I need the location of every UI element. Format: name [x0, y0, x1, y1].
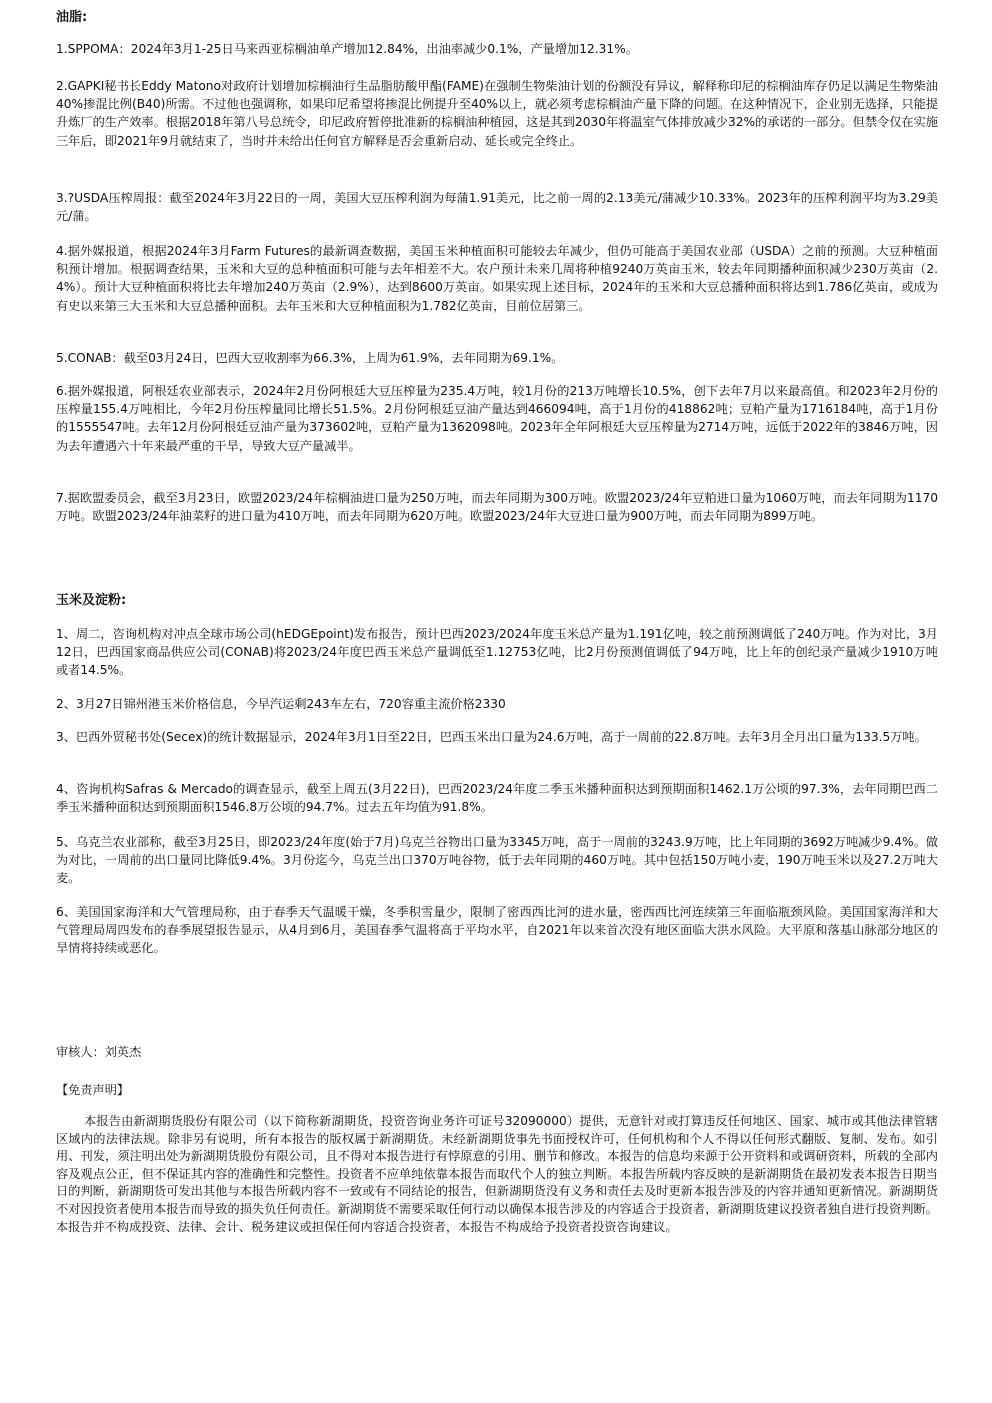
- corn-item-4: 4、咨询机构Safras & Mercado的调查显示，截至上周五(3月22日)，巴西2023/24年度二季玉米播种面积达到预期面积1462.1万公顷的97.3%，去年同期巴西二季玉米播种面积达到预期面积1546.8万公顷的94.7%。过去五年均值为91.8%。: [56, 782, 938, 815]
- oils-section-title: 油脂:: [56, 10, 88, 25]
- oils-item-6: 6.据外媒报道，阿根廷农业部表示，2024年2月份阿根廷大豆压榨量为235.4万吨，较1月份的213万吨增长10.5%，创下去年7月以来最高值。和2023年2月份的压榨量155.4万吨相比，今年2月份压榨量同比增长51.5%。2月份阿根廷豆油产量达到466094吨，高于1月份的418862吨；豆粕产量为1716184吨，高于1月份的1555547吨。去年12月份阿根廷豆油产量为373602吨，豆粕产量为1362098吨。2023年全年阿根廷大豆压榨量为2714万吨，远低于2022年的3846万吨，因为去年遭遇六十年来最严重的干旱，导致大豆产量减半。: [56, 384, 938, 453]
- oils-item-1: 1.SPPOMA：2024年3月1-25日马来西亚棕榈油单产增加12.84%，出油率减少0.1%，产量增加12.31%。: [56, 42, 638, 56]
- corn-item-5: 5、乌克兰农业部称，截至3月25日，即2023/24年度(始于7月)乌克兰谷物出口量为3345万吨，高于一周前的3243.9万吨，比上年同期的3692万吨减少9.4%。做为对比，一周前的出口量同比降低9.4%。3月份迄今，乌克兰出口370万吨谷物，低于去年同期的460万吨。其中包括150万吨小麦，190万吨玉米以及27.2万吨大麦。: [56, 835, 938, 886]
- oils-item-3: 3.?USDA压榨周报：截至2024年3月22日的一周，美国大豆压榨利润为每蒲1.91美元，比之前一周的2.13美元/蒲减少10.33%。2023年的压榨利润平均为3.29美元/蒲。: [56, 191, 938, 224]
- corn-item-3: 3、巴西外贸秘书处(Secex)的统计数据显示，2024年3月1日至22日，巴西玉米出口量为24.6万吨，高于一周前的22.8万吨。去年3月全月出口量为133.5万吨。: [56, 730, 927, 744]
- disclaimer-title: 【免责声明】: [56, 1083, 130, 1097]
- oils-item-5: 5.CONAB：截至03月24日，巴西大豆收割率为66.3%，上周为61.9%，去年同期为69.1%。: [56, 351, 564, 365]
- corn-item-6: 6、美国国家海洋和大气管理局称，由于春季天气温暖干燥，冬季积雪量少，限制了密西西比河的进水量，密西西比河连续第三年面临瓶颈风险。美国国家海洋和大气管理局周四发布的春季展望报告显示，从4月到6月，美国春季气温将高于平均水平，自2021年以来首次没有地区面临大洪水风险。大平原和落基山脉部分地区的旱情将持续或恶化。: [56, 905, 938, 956]
- oils-item-7: 7.据欧盟委员会，截至3月23日，欧盟2023/24年棕榈油进口量为250万吨，而去年同期为300万吨。欧盟2023/24年豆粕进口量为1060万吨，而去年同期为1170万吨。欧盟2023/24年油菜籽的进口量为410万吨，而去年同期为620万吨。欧盟2023/24年大豆进口量为900万吨，而去年同期为899万吨。: [56, 491, 938, 524]
- oils-item-4: 4.据外媒报道，根据2024年3月Farm Futures的最新调查数据，美国玉米种植面积可能较去年减少，但仍可能高于美国农业部（USDA）之前的预测。大豆种植面积预计增加。根据调查结果，玉米和大豆的总种植面积可能与去年相差不大。农户预计未来几周将种植9240万英亩玉米，较去年同期播种面积减少230万英亩（2.4%）。预计大豆种植面积将比去年增加240万英亩（2.9%），达到8600万英亩。如果实现上述目标，2024年的玉米和大豆总播种面积将达到1.786亿英亩，或成为有史以来第三大玉米和大豆总播种面积。去年玉米和大豆种植面积为1.782亿英亩，目前位居第三。: [56, 244, 938, 313]
- oils-item-2: 2.GAPKI秘书长Eddy Matono对政府计划增加棕榈油行生品脂肪酸甲酯(FAME)在强制生物柴油计划的份额没有异议，解释称印尼的棕榈油库存仍足以满足生物柴油40%掺混比例(B40)所需。不过他也强调称，如果印尼希望将掺混比例提升至40%以上，就必须考虑棕榈油产量下降的问题。在这种情况下，企业别无选择，只能提升炼厂的生产效率。根据2018年第八号总统令，印尼政府暂停批准新的棕榈油种植园，这是其到2030年将温室气体排放减少32%的承诺的一部分。但禁令仅在实施三年后，即2021年9月就结束了，当时并未给出任何官方解释是否会重新启动、延长或完全终止。: [56, 79, 938, 148]
- reviewer-line: 审核人：刘英杰: [56, 1045, 142, 1059]
- corn-item-2: 2、3月27日锦州港玉米价格信息，今早汽运剩243车左右，720容重主流价格2330: [56, 697, 506, 711]
- corn-section-title: 玉米及淀粉:: [56, 593, 127, 608]
- disclaimer-body: 本报告由新湖期货股份有限公司（以下简称新湖期货，投资咨询业务许可证号32090000）提供，无意针对或打算违反任何地区、国家、城市或其他法律管辖区域内的法律法规。除非另有说明，所有本报告的版权属于新湖期货。未经新湖期货事先书面授权许可，任何机构和个人不得以任何形式翻版、复制、发布。如引用、刊发，须注明出处为新湖期货股份有限公司，且不得对本报告进行有悖原意的引用、删节和修改。本报告的信息均来源于公开资料和或调研资料，所载的全部内容及观点公正，但不保证其内容的准确性和完整性。投资者不应单纯依靠本报告而取代个人的独立判断。本报告所载内容反映的是新湖期货在最初发表本报告日期当日的判断，新湖期货可发出其他与本报告所载内容不一致或有不同结论的报告，但新湖期货没有义务和责任去及时更新本报告涉及的内容并通知更新情况。新湖期货不对因投资者使用本报告而导致的损失负任何责任。新湖期货不需要采取任何行动以确保本报告涉及的内容适合于投资者，新湖期货建议投资者独自进行投资判断。本报告并不构成投资、法律、会计、税务建议或担保任何内容适合投资者，本报告不构成给予投资者投资咨询建议。: [56, 1114, 938, 1234]
- corn-item-1: 1、周二，咨询机构对冲点全球市场公司(hEDGEpoint)发布报告，预计巴西2023/2024年度玉米总产量为1.191亿吨，较之前预测调低了240万吨。作为对比，3月12日，巴西国家商品供应公司(CONAB)将2023/24年度巴西玉米总产量调低至1.12753亿吨，比2月份预测值调低了94万吨，比上年的创纪录产量减少1910万吨或者14.5%。: [56, 627, 938, 678]
